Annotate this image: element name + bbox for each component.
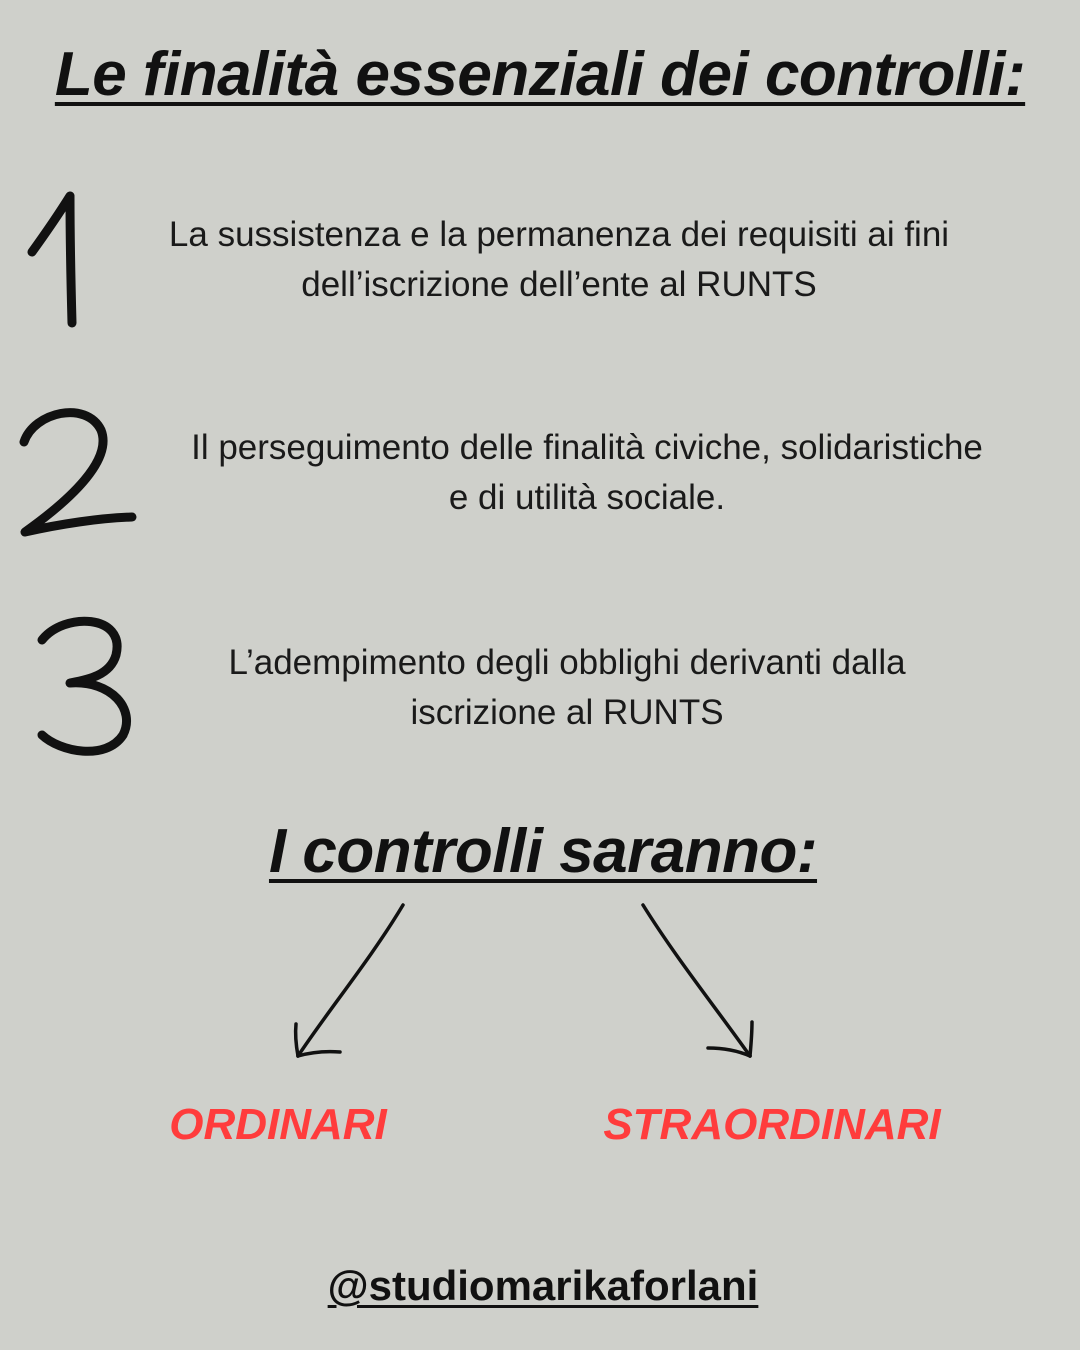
numeral-1-drawing [32,196,72,323]
arrow-down-right-icon [643,905,752,1056]
finality-item-2-line-1: Il perseguimento delle finalità civiche, solidaristiche [191,428,983,467]
social-handle: @studiomarikaforlani [327,1262,759,1309]
finality-item-2-line-2: e di utilità sociale. [448,478,726,517]
finality-item-1-line-1: La sussistenza e la permanenza dei requisiti ai fini [168,215,950,254]
control-type-ordinari: ORDINARI [169,1100,387,1149]
page-title: Le finalità essenziali dei controlli: [54,40,1026,109]
finality-item-3-line-1: L’adempimento degli obblighi derivanti dalla [228,643,906,682]
control-type-straordinari: STRAORDINARI [603,1100,941,1149]
finality-item-1 [100,210,1018,310]
finality-item-3-line-2: iscrizione al RUNTS [410,693,724,732]
finality-item-2 [130,423,1044,523]
finality-item-1-line-2: dell’iscrizione dell’ente al RUNTS [301,265,817,304]
numeral-3-drawing [42,621,127,751]
section-subtitle: I controlli saranno: [268,817,818,886]
arrow-down-left-icon [296,905,403,1056]
numeral-2-drawing [24,413,132,532]
finality-item-3 [150,638,984,738]
